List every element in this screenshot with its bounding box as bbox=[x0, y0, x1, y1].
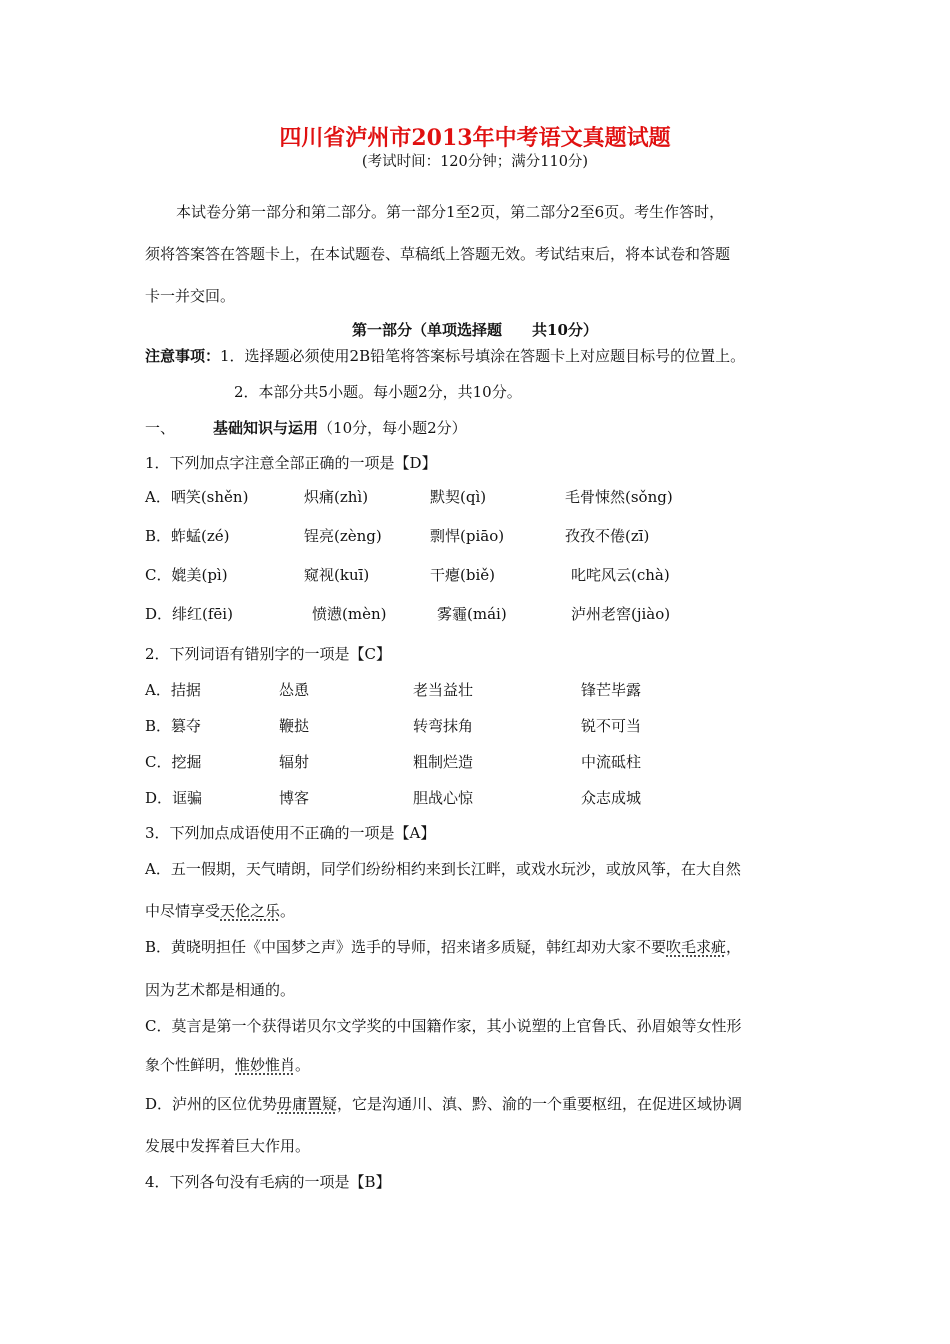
q3-option-d-line-1 bbox=[145, 1094, 742, 1114]
notice-line-1 bbox=[145, 346, 745, 366]
part1-heading: 第一部分（单项选择题 共10分） bbox=[352, 321, 598, 339]
q1-option-cell: 剽悍(piāo) bbox=[430, 527, 505, 545]
q1-stem: 1．下列加点字注意全部正确的一项是【D】 bbox=[145, 454, 437, 472]
q1-option-cell: 干瘪(biě) bbox=[430, 566, 495, 584]
q1-option-cell: A．哂笑(shěn) bbox=[145, 488, 249, 506]
q3-stem: 3．下列加点成语使用不正确的一项是【A】 bbox=[145, 824, 436, 842]
q1-option-cell: B．蚱蜢(zé) bbox=[145, 527, 230, 545]
q2-option-cell: D．诓骗 bbox=[145, 789, 203, 807]
text-span: 。 bbox=[295, 1056, 311, 1074]
intro-line-2: 须将答案答在答题卡上，在本试题卷、草稿纸上答题无效。考试结束后，将本试卷和答题 bbox=[145, 245, 731, 263]
q3-option-c-line-1: C．莫言是第一个获得诺贝尔文学奖的中国籍作家，其小说塑的上官鲁氏、孙眉娘等女性形 bbox=[145, 1017, 742, 1035]
q2-option-cell: 锐不可当 bbox=[581, 717, 642, 735]
q1-option-cell: 窥视(kuī) bbox=[304, 566, 370, 584]
q1-option-cell: 默契(qì) bbox=[430, 488, 487, 506]
q2-option-cell: 锋芒毕露 bbox=[581, 681, 642, 699]
text-span: 象个性鲜明， bbox=[145, 1056, 236, 1074]
q3-option-a-line-2 bbox=[145, 901, 295, 921]
q1-option-cell: 锃亮(zèng) bbox=[304, 527, 382, 545]
q2-option-cell: 博客 bbox=[279, 789, 310, 807]
q3-option-b-line-1 bbox=[145, 937, 741, 957]
document-title: 四川省泸州市2013年中考语文真题试题 bbox=[279, 125, 671, 151]
q2-stem: 2．下列词语有错别字的一项是【C】 bbox=[145, 645, 392, 663]
notice-item-1: 1．选择题必须使用2B铅笔将答案标号填涂在答题卡上对应题目标号的位置上。 bbox=[220, 347, 746, 365]
text-span: 。 bbox=[280, 902, 296, 920]
section1-heading bbox=[145, 418, 467, 438]
q1-option-cell: D．绯红(fēi) bbox=[145, 605, 233, 623]
q2-option-cell: 怂恿 bbox=[279, 681, 310, 699]
q1-option-cell: 雾霾(mái) bbox=[437, 605, 507, 623]
dotted-idiom: 毋庸置疑 bbox=[277, 1095, 338, 1113]
q2-option-cell: C．挖掘 bbox=[145, 753, 202, 771]
dotted-idiom: 惟妙惟肖 bbox=[235, 1056, 296, 1074]
section1-title: 基础知识与运用 bbox=[213, 419, 319, 437]
section1-note: （10分，每小题2分） bbox=[318, 419, 467, 437]
text-span: D．泸州的区位优势 bbox=[145, 1095, 278, 1113]
q1-option-cell: 泸州老窖(jiào) bbox=[571, 605, 671, 623]
text-span: B．黄晓明担任《中国梦之声》选手的导师，招来诸多质疑，韩红却劝大家不要 bbox=[145, 938, 667, 956]
q3-option-a-line-1: A．五一假期，天气晴朗，同学们纷纷相约来到长江畔，或戏水玩沙，或放风筝，在大自然 bbox=[145, 860, 741, 878]
dotted-idiom: 天伦之乐 bbox=[220, 902, 281, 920]
q2-option-cell: 胆战心惊 bbox=[413, 789, 474, 807]
q2-option-cell: 鞭挞 bbox=[279, 717, 310, 735]
q1-option-cell: 孜孜不倦(zī) bbox=[565, 527, 650, 545]
q1-option-cell: 炽痛(zhì) bbox=[304, 488, 369, 506]
q2-option-cell: 辐射 bbox=[279, 753, 310, 771]
text-span: ，它是沟通川、滇、黔、渝的一个重要枢纽，在促进区域协调 bbox=[337, 1095, 743, 1113]
text-span: ， bbox=[726, 938, 742, 956]
q2-option-cell: 老当益壮 bbox=[413, 681, 474, 699]
q1-option-cell: 愤懑(mèn) bbox=[312, 605, 387, 623]
q2-option-cell: 转弯抹角 bbox=[413, 717, 474, 735]
q4-stem: 4．下列各句没有毛病的一项是【B】 bbox=[145, 1173, 391, 1191]
text-span: 中尽情享受 bbox=[145, 902, 221, 920]
q3-option-c-line-2 bbox=[145, 1055, 310, 1075]
q1-option-cell: 叱咤风云(chà) bbox=[571, 566, 670, 584]
dotted-idiom: 吹毛求疵 bbox=[666, 938, 727, 956]
q2-option-cell: 中流砥柱 bbox=[581, 753, 642, 771]
exam-info: (考试时间：120分钟；满分110分) bbox=[361, 154, 589, 170]
q3-option-b-line-2: 因为艺术都是相通的。 bbox=[145, 981, 296, 999]
notice-item-2: 2．本部分共5小题。每小题2分，共10分。 bbox=[234, 383, 522, 401]
q2-option-cell: 粗制烂造 bbox=[413, 753, 474, 771]
section1-number: 一、 bbox=[145, 419, 176, 437]
q1-option-cell: C．媲美(pì) bbox=[145, 566, 228, 584]
q2-option-cell: 众志成城 bbox=[581, 789, 642, 807]
intro-line-1: 本试卷分第一部分和第二部分。第一部分1至2页，第二部分2至6页。考生作答时， bbox=[176, 203, 725, 221]
q2-option-cell: B．篡夺 bbox=[145, 717, 202, 735]
notice-label: 注意事项： bbox=[145, 347, 221, 365]
q1-option-cell: 毛骨悚然(sǒng) bbox=[565, 488, 673, 506]
intro-line-3: 卡一并交回。 bbox=[145, 287, 236, 305]
q2-option-cell: A．拮据 bbox=[145, 681, 201, 699]
q3-option-d-line-2: 发展中发挥着巨大作用。 bbox=[145, 1137, 311, 1155]
